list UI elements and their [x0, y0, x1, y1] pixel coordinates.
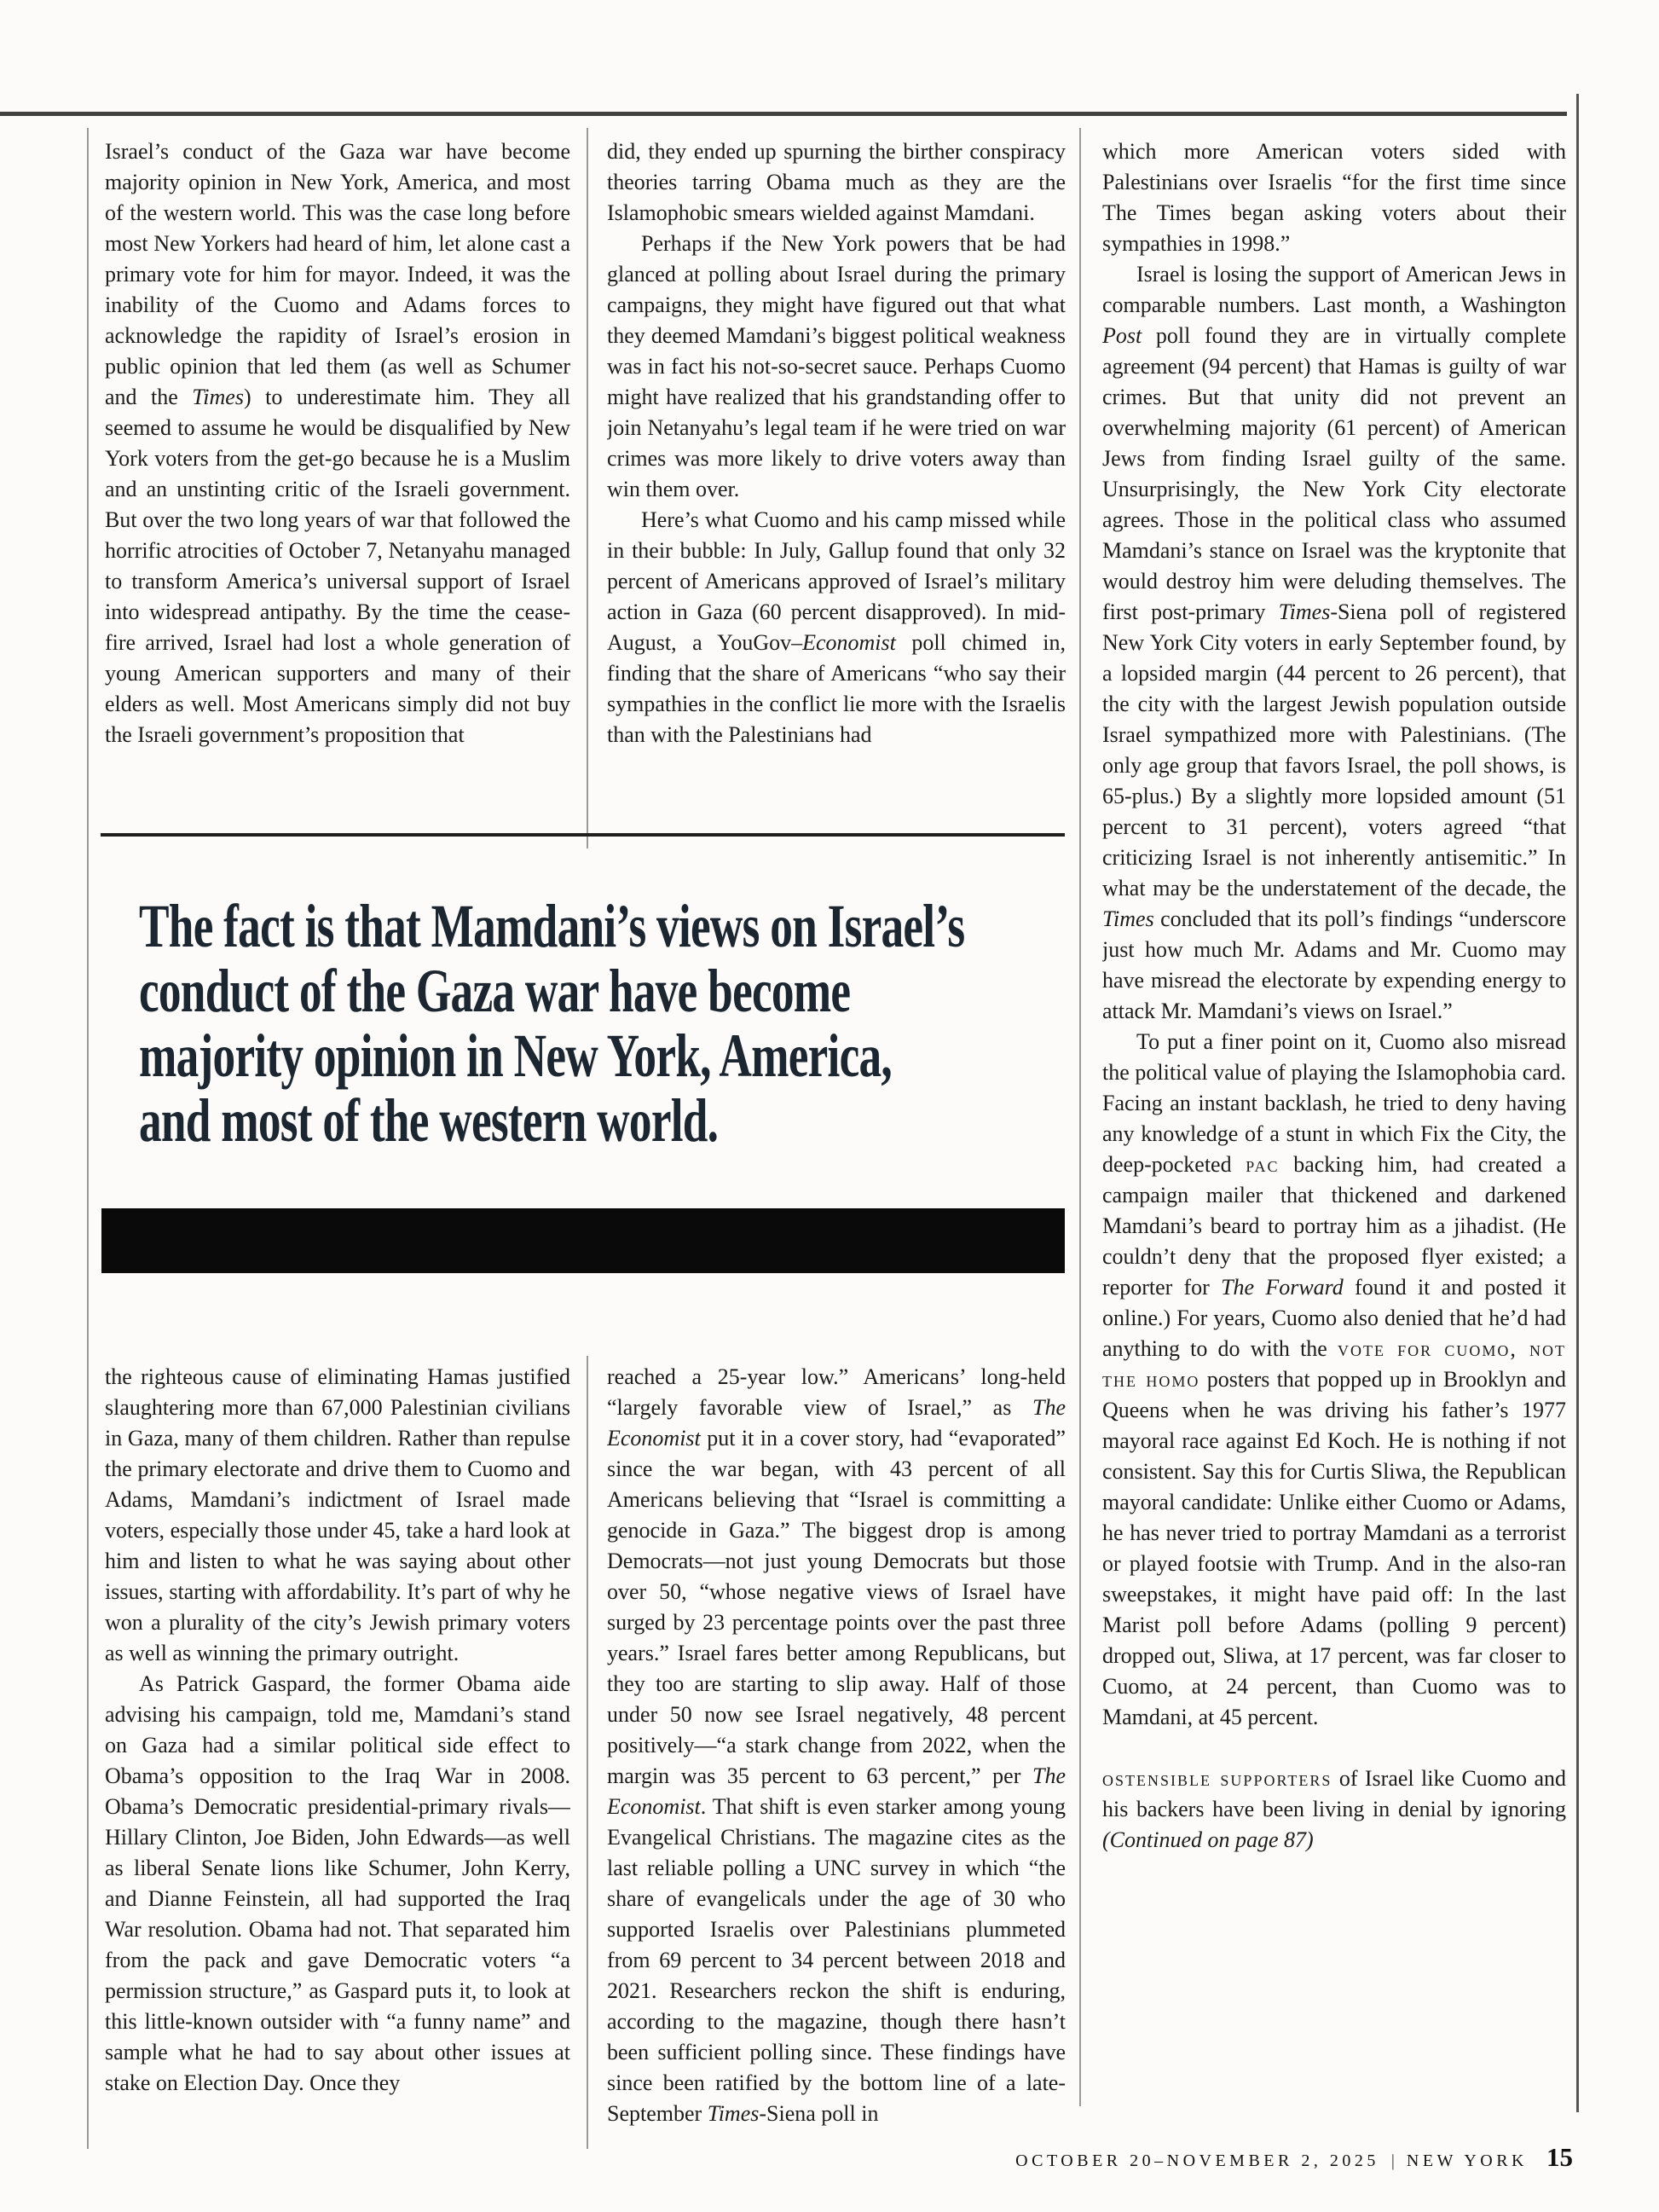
pull-quote-line: and most of the western world.	[139, 1086, 719, 1155]
paragraph: which more American voters sided with Palestinians over Israelis “for the first time since The Times began asking voters about their sympathies in 1998.”	[1102, 139, 1566, 256]
paragraph: the righteous cause of eliminating Hamas justified slaughtering more than 67,000 Palestinian civilians in Gaza, many of them children. Rather than repulse the primary electorate and drive them to Cuomo and Adams, Mamdani’s indictment of Israel made voters, especially those under 45, take a hard look at him and listen to what he was saying about other issues, starting with affordability. It’s part of why he won a plurality of the city’s Jewish primary voters as well as winning the primary outright.	[105, 1364, 570, 1665]
left-margin-rule	[87, 128, 89, 2149]
right-margin-rule	[1576, 94, 1579, 2112]
article-column-2-top	[607, 136, 1066, 846]
article-column-2-bottom	[607, 1362, 1066, 2134]
article-column-1-top	[105, 136, 570, 834]
paragraph: Israel is losing the support of American Jews in comparable numbers. Last month, a Washington Post poll found they are in virtually complete agreement (94 percent) that Hamas is guilty of war crimes. But that unity did not prevent an overwhelming majority (61 percent) of American Jews from finding Israel guilty of the same. Unsurprisingly, the New York City electorate agrees. Those in the political class who assumed Mamdani’s stance on Israel was the kryptonite that would destroy him were deluding themselves. The first post-primary Times-Siena poll of registered New York City voters in early September found, by a lopsided margin (44 percent to 26 percent), that the city with the largest Jewish population outside Israel sympathized more with Palestinians. (The only age group that favors Israel, the poll shows, is 65-plus.) By a slightly more lopsided amount (51 percent to 31 percent), voters agreed “that criticizing Israel is not inherently antisemitic.” In what may be the understatement of the decade, the Times concluded that its poll’s findings “underscore just how much Mr. Adams and Mr. Cuomo may have misread the electorate by expending energy to attack Mr. Mamdani’s views on Israel.”	[1102, 262, 1566, 1023]
pullquote-top-rule	[101, 833, 1065, 837]
top-rule	[0, 112, 1567, 116]
article-column-3	[1102, 136, 1566, 2089]
divider-bar	[101, 1208, 1065, 1273]
footer-page-number: 15	[1546, 2142, 1573, 2172]
paragraph: Perhaps if the New York powers that be had glanced at polling about Israel during the primary campaigns, they might have figured out that what they deemed Mamdani’s biggest political weakness was in fact his not-so-secret sauce. Perhaps Cuomo might have realized that his grandstanding offer to join Netanyahu’s legal team if he were tried on war crimes was more likely to drive voters away than win them over.	[607, 231, 1066, 501]
pull-quote	[139, 894, 1072, 1153]
footer-date: OCTOBER 20–NOVEMBER 2, 2025	[1015, 2151, 1379, 2170]
pull-quote-line: The fact is that Mamdani’s views on Israel’s	[139, 892, 965, 960]
article-column-1-bottom	[105, 1362, 570, 2159]
pull-quote-line: conduct of the Gaza war have become	[139, 957, 851, 1025]
column-divider-1-top	[587, 128, 588, 848]
page-footer	[1015, 2142, 1573, 2173]
paragraph: did, they ended up spurning the birther conspiracy theories tarring Obama much as they are the Islamophobic smears wielded against Mamdani.	[607, 139, 1066, 225]
footer-separator: |	[1390, 2151, 1395, 2170]
paragraph: Here’s what Cuomo and his camp missed while in their bubble: In July, Gallup found that only 32 percent of Americans approved of Israel’s military action in Gaza (60 percent disapproved). In mid-August, a YouGov–Economist poll chimed in, finding that the share of Americans “who say their sympathies in the conflict lie more with the Israelis than with the Palestinians had	[607, 507, 1066, 747]
footer-brand: NEW YORK	[1406, 2151, 1528, 2170]
paragraph: ostensible supporters of Israel like Cuomo and his backers have been living in denial by ignoring (Continued on page 87)	[1102, 1766, 1566, 1852]
paragraph: reached a 25-year low.” Americans’ long-held “largely favorable view of Israel,” as The Economist put it in a cover story, had “evaporated” since the war began, with 43 percent of all Americans believing that “Israel is committing a genocide in Gaza.” The biggest drop is among Democrats—not just young Democrats but those over 50, “whose negative views of Israel have surged by 23 percentage points over the past three years.” Israel fares better among Republicans, but they too are starting to slip away. Half of those under 50 now see Israel negatively, 48 percent positively—“a stark change from 2022, when the margin was 35 percent to 63 percent,” per The Economist. That shift is even starker among young Evangelical Christians. The magazine cites as the last reliable polling a UNC survey in which “the share of evangelicals under the age of 30 who supported Israelis over Palestinians plummeted from 69 percent to 34 percent between 2018 and 2021. Researchers reckon the shift is enduring, according to the magazine, though there hasn’t been sufficient polling since. These findings have since been ratified by the bottom line of a late-September Times-Siena poll in	[607, 1364, 1066, 2126]
column-divider-2	[1079, 128, 1081, 2106]
paragraph: Israel’s conduct of the Gaza war have become majority opinion in New York, America, and most of the western world. This was the case long before most New Yorkers had heard of him, let alone cast a primary vote for him for mayor. Indeed, it was the inability of the Cuomo and Adams forces to acknowledge the rapidity of Israel’s erosion in public opinion that led them (as well as Schumer and the Times) to underestimate him. They all seemed to assume he would be disqualified by New York voters from the get-go because he is a Muslim and an unstinting critic of the Israeli government. But over the two long years of war that followed the horrific atrocities of October 7, Netanyahu managed to transform America’s universal support of Israel into widespread antipathy. By the time the cease-fire arrived, Israel had lost a whole generation of young American supporters and many of their elders as well. Most Americans simply did not buy the Israeli government’s proposition that	[105, 139, 570, 747]
column-divider-1-bottom	[587, 1356, 588, 2149]
pull-quote-line: majority opinion in New York, America,	[139, 1022, 893, 1090]
paragraph: To put a finer point on it, Cuomo also misread the political value of playing the Islamophobia card. Facing an instant backlash, he tried to deny having any knowledge of a stunt in which Fix the City, the deep-pocketed pac backing him, had created a campaign mailer that thickened and darkened Mamdani’s beard to portray him as a jihadist. (He couldn’t deny that the proposed flyer existed; a reporter for The Forward found it and posted it online.) For years, Cuomo also denied that he’d had anything to do with the vote for cuomo, not the homo posters that popped up in Brooklyn and Queens when he was driving his father’s 1977 mayoral race against Ed Koch. He is nothing if not consistent. Say this for Curtis Sliwa, the Republican mayoral candidate: Unlike either Cuomo or Adams, he has never tried to portray Mamdani as a terrorist or played footsie with Trump. And in the also-ran sweepstakes, it might have paid off: In the last Marist poll before Adams (polling 9 percent) dropped out, Sliwa, at 17 percent, was far closer to Cuomo, at 24 percent, than Cuomo was to Mamdani, at 45 percent.	[1102, 1029, 1566, 1729]
paragraph: As Patrick Gaspard, the former Obama aide advising his campaign, told me, Mamdani’s stand on Gaza had a similar political side effect to Obama’s opposition to the Iraq War in 2008. Obama’s Democratic presidential-primary rivals—Hillary Clinton, Joe Biden, John Edwards—as well as liberal Senate lions like Schumer, John Kerry, and Dianne Feinstein, all had supported the Iraq War resolution. Obama had not. That separated him from the pack and gave Democratic voters “a permission structure,” as Gaspard puts it, to look at this little-known outsider with “a funny name” and sample what he had to say about other issues at stake on Election Day. Once they	[105, 1671, 570, 2095]
